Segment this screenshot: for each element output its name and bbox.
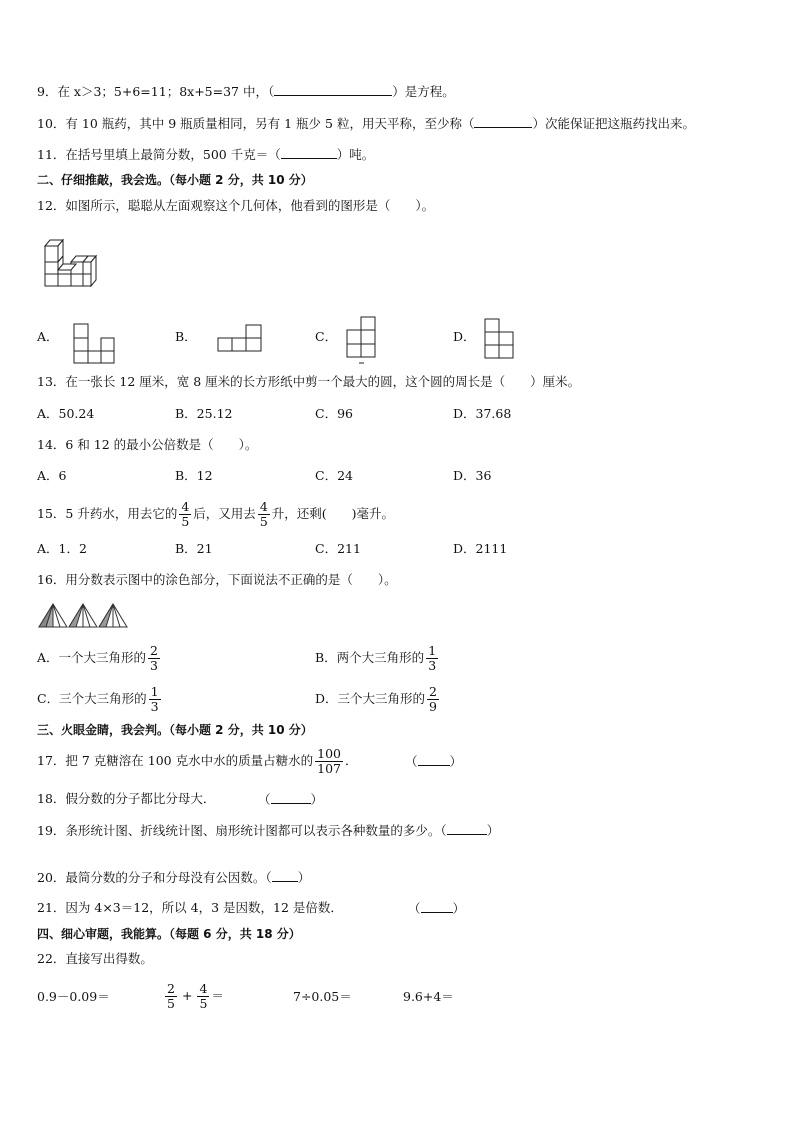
q11-text-end: ）吨。	[336, 147, 375, 162]
q11-text: 11．在括号里填上最简分数，500 千克＝（	[37, 147, 281, 162]
option-c-view[interactable]	[346, 316, 378, 366]
option-a[interactable]: A．50.24	[37, 406, 95, 421]
fraction: $\frac{4}{5}$	[259, 499, 268, 529]
option-b-view[interactable]	[216, 324, 264, 354]
question-21: 21．因为 4×3＝12，所以 4，3 是因数，12 是倍数．	[37, 900, 343, 915]
judge-blank[interactable]	[447, 821, 487, 835]
fraction: $\frac{2}{3}$	[150, 643, 158, 673]
section-heading: 三、火眼金睛，我会判。（每小题 2 分，共 10 分）	[37, 723, 313, 737]
option-c[interactable]: C．24	[315, 468, 353, 483]
option-d-view[interactable]	[484, 318, 516, 362]
cube-stack-figure	[40, 236, 102, 288]
option-d[interactable]: D．37.68	[453, 406, 512, 421]
option-d[interactable]: D．三个大三角形的 $\frac{2}{9}$	[315, 684, 437, 714]
q15-text: 15．5 升药水，用去它的	[37, 506, 178, 521]
q10-text: 10．有 10 瓶药，其中 9 瓶质量相同，另有 1 瓶少 5 粒，用天平称，至少称（	[37, 116, 475, 131]
option-b[interactable]: B．12	[175, 468, 213, 483]
section-heading: 四、细心审题，我能算。（每题 6 分，共 18 分）	[37, 927, 301, 941]
option-c[interactable]: C．三个大三角形的 $\frac{1}{3}$	[37, 684, 159, 714]
option-a-label[interactable]: A．	[37, 329, 59, 344]
fraction: $\frac{100}{107}$	[317, 746, 341, 776]
option-a-view[interactable]	[72, 322, 116, 364]
answer-blank[interactable]	[274, 82, 392, 96]
question-13: 13．在一张长 12 厘米，宽 8 厘米的长方形纸中剪一个最大的圆，这个圆的周长是（ ）厘米。	[37, 374, 581, 389]
q15-text-mid: 后，又用去	[193, 506, 256, 521]
fraction: $\frac{2}{5}$	[167, 981, 175, 1011]
question-10	[37, 114, 695, 133]
fraction: $\frac{4}{5}$	[199, 981, 208, 1011]
question-22: 22．直接写出得数。	[37, 951, 153, 966]
q10-text-end: ）次能保证把这瓶药找出来。	[532, 116, 695, 131]
expression-2: $\frac{2}{5}$ + $\frac{4}{5}$ ＝	[167, 981, 224, 1011]
expression-1: 0.9－0.09＝	[37, 989, 110, 1004]
option-a[interactable]: A．6	[37, 468, 67, 483]
option-b-label[interactable]: B．	[175, 329, 197, 344]
question-12: 12．如图所示，聪聪从左面观察这个几何体，他看到的图形是（ ）。	[37, 198, 435, 213]
option-b[interactable]: B．两个大三角形的 $\frac{1}{3}$	[315, 643, 437, 673]
answer-blank[interactable]	[281, 145, 337, 159]
question-14: 14．6 和 12 的最小公倍数是（ ）。	[37, 437, 258, 452]
section-heading: 二、仔细推敲，我会选。（每小题 2 分，共 10 分）	[37, 173, 313, 187]
answer-blank[interactable]	[474, 114, 532, 128]
triangles-figure	[38, 603, 130, 629]
option-a[interactable]: A．一个大三角形的 $\frac{2}{3}$	[37, 643, 158, 673]
option-b[interactable]: B．21	[175, 541, 213, 556]
question-17: 17．把 7 克糖溶在 100 克水中水的质量占糖水的 $\frac{100}{107}$ ．	[37, 746, 358, 776]
q9-text: 9．在 x＞3；5+6=11；8x+5=37 中，（	[37, 84, 275, 99]
option-d[interactable]: D．36	[453, 468, 492, 483]
expression-4: 9.6+4＝	[403, 989, 454, 1004]
fraction: $\frac{1}{3}$	[150, 684, 159, 714]
judge-blank[interactable]: （ ）	[408, 901, 466, 916]
q15-text-end: 升，还剩( )毫升。	[271, 506, 395, 521]
option-d[interactable]: D．2111	[453, 541, 508, 556]
option-c[interactable]: C．96	[315, 406, 353, 421]
question-18: 18．假分数的分子都比分母大．	[37, 791, 216, 806]
question-16: 16．用分数表示图中的涂色部分，下面说法不正确的是（ ）。	[37, 572, 397, 587]
judge-blank[interactable]: （ ）	[405, 754, 463, 769]
question-20: 20．最简分数的分子和分母没有公因数。（ ）	[37, 870, 311, 885]
question-15	[37, 498, 394, 530]
question-11	[37, 145, 374, 164]
fraction: $\frac{2}{9}$	[429, 684, 437, 714]
fraction: $\frac{4}{5}$	[181, 499, 190, 529]
judge-blank[interactable]	[272, 868, 298, 882]
option-c[interactable]: C．211	[315, 541, 361, 556]
question-19: 19．条形统计图、折线统计图、扇形统计图都可以表示各种数量的多少。（ ）	[37, 823, 500, 838]
option-d-label[interactable]: D．	[453, 329, 476, 344]
fraction: $\frac{1}{3}$	[428, 643, 437, 673]
q9-text-end: ）是方程。	[392, 84, 455, 99]
option-b[interactable]: B．25.12	[175, 406, 233, 421]
question-9	[37, 82, 455, 101]
option-a[interactable]: A．1．2	[37, 541, 87, 556]
option-c-label[interactable]: C．	[315, 329, 338, 344]
expression-3: 7÷0.05＝	[293, 989, 352, 1004]
judge-blank[interactable]: （ ）	[258, 792, 324, 807]
